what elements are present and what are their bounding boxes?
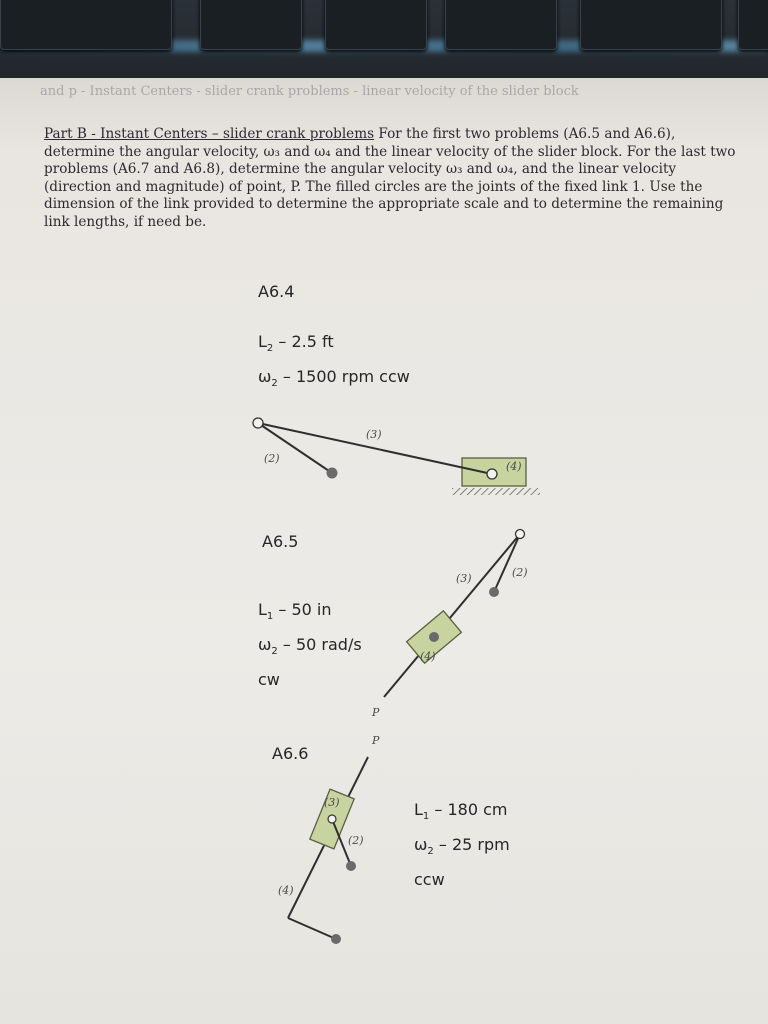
speed-spec: $\omega_2 - 1500$ rpm ccw — [258, 367, 410, 390]
point-label-p: P — [372, 734, 380, 747]
section-heading: Part B - Instant Centers – slider crank problems — [44, 126, 375, 142]
ground-joint — [331, 934, 341, 944]
direction-spec: cw — [258, 670, 280, 690]
problem-title-a6-5: A6.5 — [262, 532, 299, 551]
coupler-link-3 — [384, 534, 520, 697]
link-label-4: (4) — [278, 884, 294, 897]
mechanism-a6-6 — [278, 734, 380, 944]
ground-hatch — [452, 488, 540, 495]
problem-title-a6-6: A6.6 — [272, 744, 309, 763]
mechanism-a6-5 — [371, 530, 528, 720]
pin-joint — [328, 815, 336, 823]
link-label-4: (4) — [506, 460, 522, 473]
length-spec: $L_1 - 180$ cm — [414, 800, 508, 823]
speed-spec: $\omega_2 - 25$ rpm — [414, 835, 510, 858]
previous-page-bleed-text: and p - Instant Centers - slider crank problems - linear velocity of the slider block — [40, 84, 579, 99]
link-label-2: (2) — [512, 566, 528, 579]
pin-joint — [253, 418, 263, 428]
ground-joint — [346, 861, 356, 871]
link-label-3: (3) — [366, 428, 382, 441]
link-label-3: (3) — [456, 572, 472, 585]
point-label-p: P — [372, 706, 380, 719]
ground-joint — [489, 587, 499, 597]
direction-spec: ccw — [414, 870, 445, 890]
link-label-2: (2) — [264, 452, 280, 465]
length-spec: $L_1 - 50$ in — [258, 600, 332, 623]
crank-link-2 — [494, 534, 520, 592]
instructions-body: For the first two problems (A6.5 and A6.6), determine the angular velocity, ω₃ and ω₄ and the linear velocity of the slider block. For the last two problems (A6.7 and A6.8), determine the angular velocity ω₃ and ω₄, and the linear velocity (direction and magnitude) of point, P. The filled circles are the joints of the fixed link 1. Use the dimension of the link provided to determine the appropriate scale and to determine the remaining link lengths, if need be. — [44, 126, 736, 230]
link-label-3: (3) — [324, 796, 340, 809]
speed-spec: $\omega_2 - 50$ rad/s — [258, 635, 362, 658]
slider-pin — [487, 469, 497, 479]
length-spec: $L_2 - 2.5$ ft — [258, 332, 334, 355]
output-link-4 — [288, 918, 336, 939]
ground-joint — [327, 468, 338, 479]
ground-joint — [429, 632, 439, 642]
link-label-2: (2) — [348, 834, 364, 847]
problem-title-a6-4: A6.4 — [258, 282, 295, 301]
link-label-4: (4) — [420, 650, 436, 663]
mechanism-a6-4 — [253, 418, 540, 495]
pin-joint — [516, 530, 525, 539]
